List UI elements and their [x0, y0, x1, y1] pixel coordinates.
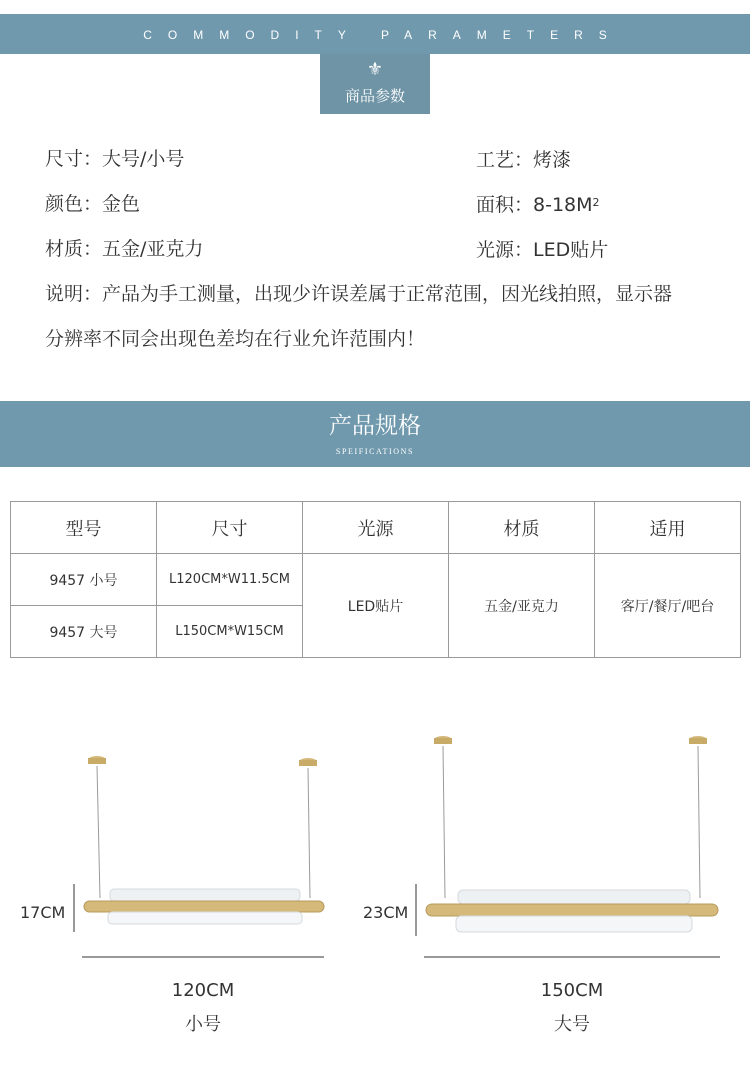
large-lamp-height: 23CM — [363, 903, 409, 922]
table-header-material: 材质 — [449, 502, 595, 554]
specifications-title: 产品规格 — [329, 413, 421, 439]
small-lamp-name: 小号 — [185, 1014, 221, 1035]
param-note-line2: 分辨率不同会出现色差均在行业允许范围内！ — [45, 328, 426, 350]
large-lamp-drawing — [412, 730, 732, 962]
table-cell-size: L150CM*W15CM — [157, 606, 303, 658]
specifications-bar — [0, 401, 750, 467]
table-header-model: 型号 — [11, 502, 157, 554]
param-area — [476, 193, 600, 217]
param-material-label: 材质： — [45, 238, 103, 260]
param-craft-label: 工艺： — [476, 149, 534, 171]
table-header-row — [11, 502, 741, 554]
large-lamp-length: 150CM — [540, 980, 604, 1001]
parameters-badge-label: 商品参数 — [344, 87, 405, 105]
spec-table — [10, 501, 741, 658]
table-cell-model: 9457 大号 — [11, 606, 157, 658]
table-header-size: 尺寸 — [157, 502, 303, 554]
table-cell-light: LED贴片 — [303, 554, 449, 658]
param-light-value: LED贴片 — [533, 239, 609, 261]
small-lamp-length: 120CM — [171, 980, 235, 1001]
table-cell-size: L120CM*W11.5CM — [157, 554, 303, 606]
parameters-badge — [320, 54, 430, 114]
large-lamp-name: 大号 — [554, 1014, 590, 1035]
param-area-label: 面积： — [476, 194, 534, 216]
commodity-parameters-title: COMMODITY PARAMETERS — [143, 28, 623, 42]
table-cell-usage: 客厅/餐厅/吧台 — [595, 554, 741, 658]
param-size-label: 尺寸： — [45, 148, 103, 170]
param-material-value: 五金/亚克力 — [102, 238, 204, 260]
param-note-line1: 说明：产品为手工测量，出现少许误差属于正常范围，因光线拍照，显示器 — [45, 283, 673, 305]
param-light-label: 光源： — [476, 239, 534, 261]
param-area-value: 8-18M — [533, 194, 593, 216]
param-craft — [476, 148, 571, 172]
param-material — [45, 237, 203, 261]
param-color — [45, 192, 140, 216]
small-lamp-height: 17CM — [20, 903, 66, 922]
table-cell-model: 9457 小号 — [11, 554, 157, 606]
param-area-sup: 2 — [592, 196, 600, 209]
specifications-subtitle: SPEIFICATIONS — [335, 447, 415, 456]
param-color-value: 金色 — [102, 193, 141, 215]
param-color-label: 颜色： — [45, 193, 103, 215]
param-size — [45, 147, 184, 171]
fleur-de-lis-icon: ⚜ — [366, 59, 384, 80]
table-cell-material: 五金/亚克力 — [449, 554, 595, 658]
table-row — [11, 554, 741, 606]
param-size-value: 大号/小号 — [102, 148, 185, 170]
commodity-parameters-bar — [0, 14, 750, 54]
table-header-usage: 适用 — [595, 502, 741, 554]
param-craft-value: 烤漆 — [533, 149, 572, 171]
small-lamp-drawing — [70, 750, 330, 960]
table-header-light: 光源 — [303, 502, 449, 554]
param-light — [476, 238, 608, 262]
